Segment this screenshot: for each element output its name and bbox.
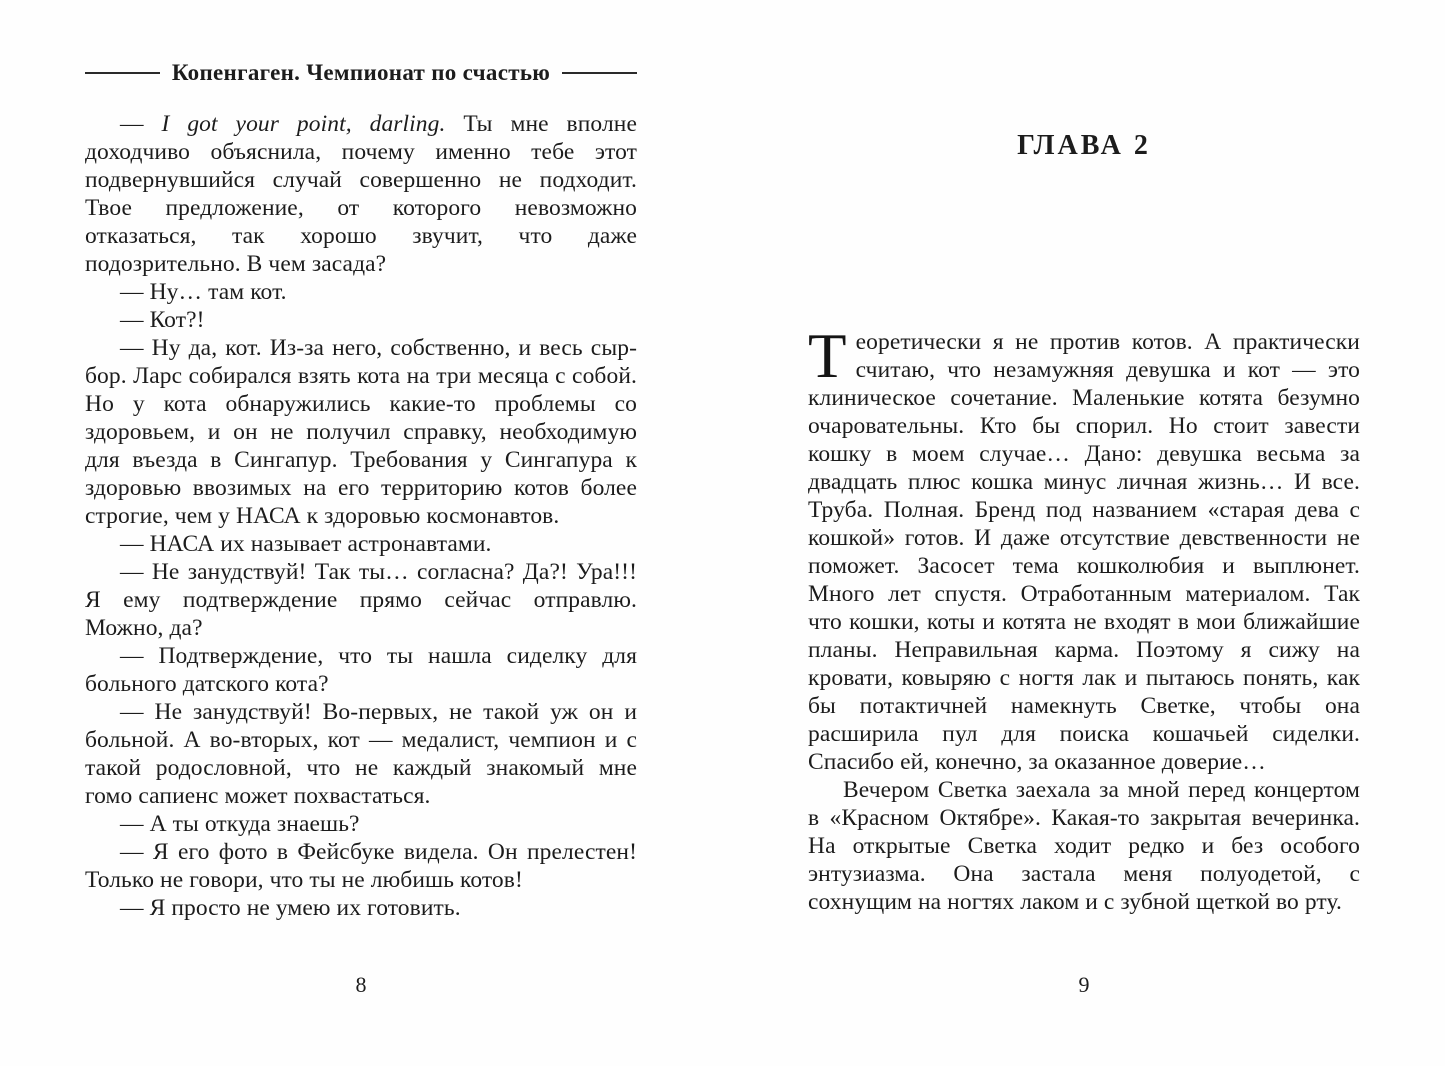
drop-cap: Т [808,321,847,391]
right-page-number: 9 [1078,972,1090,997]
paragraph-dialogue: — Подтверждение, что ты нашла сиделку для больного датского кота? [85,643,637,697]
paragraph-chapter-opening [808,321,1360,776]
paragraph-dialogue: — Кот?! [120,307,205,333]
running-head-rule-left [85,72,160,74]
dialogue-dash: — [120,111,162,137]
paragraph-text: еоретически я не против котов. А практически считаю, что незамужняя девушка и кот — это клиническое сочетание. Маленькие котята безумно очаровательны. Кто бы спорил. Но стоит завести кошку в моем случае… Дано: девушка весьма за двадцать плюс кошка минус личная жизнь… И все. Труба. Полная. Бренд под названием «старая дева с кошкой» готов. И даже отсутствие девственности не поможет. Засосет тема кошколюбия и выплюнет. Много лет спустя. Отработанным материалом. Так что кошки, коты и котята не входят в мои ближайшие планы. Неправильная карма. Поэтому я сижу на кровати, ковыряю с ногтя лак и пытаюсь понять, как бы потактичней намекнуть Светке, чтобы она расширила пул для поиска кошачьей сиделки. Спасибо ей, конечно, за оказанное доверие… [808,329,1360,775]
paragraph-dialogue [85,110,637,278]
left-page-number: 8 [355,972,367,997]
running-head [85,60,637,86]
paragraph-dialogue: — Не занудствуй! Во-первых, не такой уж он и больной. А во-вторых, кот — медалист, чемпион и с такой родословной, что не каждый знакомый мне гомо сапиенс может похвастаться. [85,699,637,809]
paragraph-dialogue: — Не занудствуй! Так ты… согласна? Да?! Ура!!! Я ему подтверждение прямо сейчас отправлю. Можно, да? [85,559,637,641]
paragraph-dialogue: — Я его фото в Фейсбуке видела. Он прелестен! Только не говори, что ты не любишь котов! [85,839,637,893]
paragraph-dialogue: — А ты откуда знаешь? [120,811,360,837]
left-page-text [85,110,637,922]
left-page [85,0,637,1066]
right-page-text [808,321,1360,916]
paragraph-dialogue: — Ну… там кот. [120,279,287,305]
paragraph: Вечером Светка заехала за мной перед концертом в «Красном Октябре». Какая-то закрытая вечеринка. На открытые Светка ходит редко и без особого энтузиазма. Она застала меня полуодетой, с сохнущим на ногтях лаком и с зубной щеткой во рту. [808,777,1360,915]
running-head-rule-right [562,72,637,74]
paragraph-dialogue: — Я просто не умею их готовить. [120,895,461,921]
chapter-title: ГЛАВА 2 [1017,130,1151,161]
paragraph-dialogue: — НАСА их называет астронавтами. [120,531,492,557]
paragraph-dialogue: — Ну да, кот. Из-за него, собственно, и весь сыр-бор. Ларс собирался взять кота на три месяца с собой. Но у кота обнаружились какие-то проблемы со здоровьем, и он не получил справку, необходимую для въезда в Сингапур. Требования у Сингапура к здоровью ввозимых на его территорию котов более строгие, чем у НАСА к здоровью космонавтов. [85,335,637,529]
italic-phrase: I got your point, darling. [161,111,446,137]
paragraph-text: Ты мне вполне доходчиво объяснила, почему именно тебе этот подвернувшийся случай совершенно не подходит. Твое предложение, от которого невозможно отказаться, так хорошо звучит, что даже подозрительно. В чем засада? [85,111,637,277]
right-page [808,0,1360,1066]
running-head-title: Копенгаген. Чемпионат по счастью [171,60,551,85]
